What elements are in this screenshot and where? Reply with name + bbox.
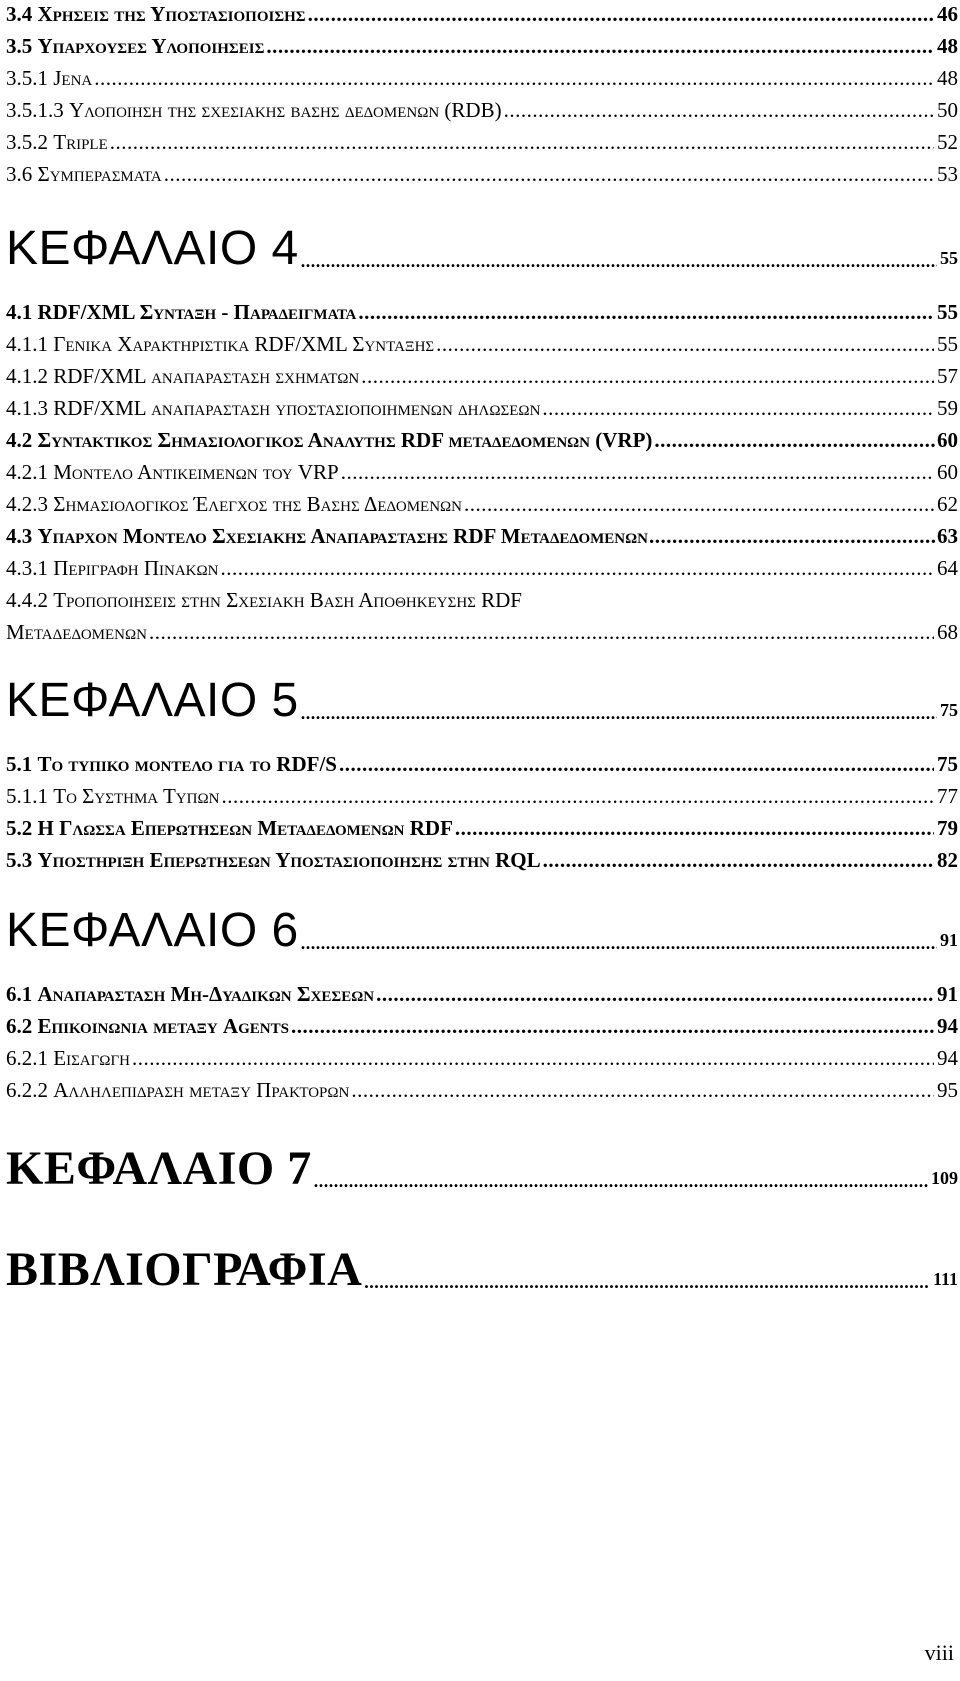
toc-entry-number: 4.4.2 <box>6 588 48 612</box>
toc-chapter[interactable] <box>6 1242 958 1297</box>
toc-entry-title: Επικοινωνια μεταξυ Agents <box>37 1014 289 1038</box>
toc-entry-number: 3.5 <box>6 34 33 58</box>
toc-entry-page: 91 <box>937 982 958 1006</box>
leader-dots <box>464 494 934 515</box>
toc-entry[interactable] <box>6 396 958 421</box>
toc-entry[interactable] <box>6 364 958 389</box>
toc-entry-page: 79 <box>937 816 958 840</box>
toc-chapter-page: 75 <box>940 700 958 720</box>
toc-entry-title: Η Γλωσσα Επερωτησεων Μεταδεδομενων RDF <box>37 816 453 840</box>
leader-dots <box>654 430 935 451</box>
toc-entry-continuation[interactable] <box>6 620 958 645</box>
toc-entry-number: 4.3.1 <box>6 556 48 580</box>
leader-dots <box>542 398 934 419</box>
leader-dots <box>291 1016 934 1037</box>
leader-dots <box>266 36 934 57</box>
toc-entry-number: 6.2.2 <box>6 1078 48 1102</box>
toc-entry-page: 68 <box>937 620 958 644</box>
toc-entry[interactable] <box>6 524 958 549</box>
toc-entry[interactable] <box>6 752 958 777</box>
toc-entry-number: 5.3 <box>6 848 33 872</box>
leader-dots <box>220 558 934 579</box>
toc-entry-page: 60 <box>937 428 958 452</box>
leader-dots <box>341 462 934 483</box>
toc-chapter-page: 111 <box>932 1269 958 1289</box>
leader-dots <box>455 818 934 839</box>
toc-entry[interactable] <box>6 300 958 325</box>
toc-entry-title: Συντακτικοσ Σημασιολογικοσ Αναλυτησ RDF μεταδεδομενων (VRP) <box>37 428 653 452</box>
toc-entry-title: RDF/XML αναπαρασταση σχηματων <box>53 364 360 388</box>
leader-dots <box>351 1080 934 1101</box>
leader-dots <box>149 622 934 643</box>
toc-entry-page: 60 <box>937 460 958 484</box>
toc-entry-page: 64 <box>937 556 958 580</box>
toc-entry[interactable] <box>6 848 958 873</box>
toc-entry-page: 77 <box>937 784 958 808</box>
toc-entry[interactable] <box>6 588 958 613</box>
leader-dots <box>649 526 936 547</box>
toc-entry-page: 55 <box>937 332 958 356</box>
toc-entry-number: 3.5.2 <box>6 130 48 154</box>
toc-entry-number: 4.2.1 <box>6 460 48 484</box>
toc-chapter[interactable] <box>6 673 958 728</box>
toc-entry[interactable] <box>6 130 958 155</box>
toc-entry-title: Μεταδεδομενων <box>6 620 147 644</box>
toc-chapter-page: 109 <box>931 1168 958 1188</box>
toc-entry[interactable] <box>6 816 958 841</box>
toc-entry-page: 95 <box>937 1078 958 1102</box>
toc-entry-page: 94 <box>937 1046 958 1070</box>
toc-chapter-title: ΒΙΒΛΙΟΓΡΑΦΙΑ <box>6 1243 363 1296</box>
toc-entry-title: Μοντελο Αντικειμενων του VRP <box>53 460 339 484</box>
toc-entry-title: Τροποποιησεισ στην Σχεσιακη Βαση Αποθηκευσησ RDF <box>53 588 522 612</box>
leader-dots <box>339 754 934 775</box>
toc-entry[interactable] <box>6 162 958 187</box>
toc-entry-title: Γενικα Χαρακτηριστικα RDF/XML Συνταξησ <box>53 332 435 356</box>
toc-entry-number: 4.1.2 <box>6 364 48 388</box>
toc-entry-title: Jena <box>53 66 93 90</box>
leader-dots <box>221 786 934 807</box>
leader-dots <box>314 1172 928 1190</box>
table-of-contents <box>6 0 958 1297</box>
toc-entry-title: Αλληλεπιδραση μεταξυ Πρακτορων <box>53 1078 350 1102</box>
toc-chapter[interactable] <box>6 221 958 276</box>
toc-entry-page: 55 <box>937 300 958 324</box>
toc-entry-number: 4.1.3 <box>6 396 48 420</box>
toc-entry[interactable] <box>6 556 958 581</box>
toc-entry[interactable] <box>6 428 958 453</box>
toc-chapter-page: 55 <box>940 248 958 268</box>
leader-dots <box>301 704 937 722</box>
toc-entry[interactable] <box>6 98 958 123</box>
toc-entry-page: 63 <box>937 524 958 548</box>
leader-dots <box>543 850 934 871</box>
toc-entry-number: 4.2 <box>6 428 33 452</box>
toc-entry-number: 5.1 <box>6 752 33 776</box>
toc-entry-page: 46 <box>937 2 958 26</box>
toc-entry-page: 82 <box>937 848 958 872</box>
toc-entry-title: Συμπερασματα <box>37 162 162 186</box>
page-number: viii <box>924 1640 954 1665</box>
leader-dots <box>376 984 934 1005</box>
toc-entry-page: 94 <box>937 1014 958 1038</box>
toc-entry[interactable] <box>6 1078 958 1103</box>
leader-dots <box>94 68 934 89</box>
toc-entry-number: 3.6 <box>6 162 33 186</box>
toc-entry-title: RDF/XML αναπαρασταση υποστασιοποιημενων δηλωσεων <box>53 396 541 420</box>
toc-entry-number: 3.5.1.3 <box>6 98 64 122</box>
toc-entry-number: 4.1.1 <box>6 332 48 356</box>
toc-chapter[interactable] <box>6 1141 958 1196</box>
toc-entry-title: Χρησεισ τησ Υποστασιοποισησ <box>37 2 306 26</box>
toc-entry[interactable] <box>6 34 958 59</box>
leader-dots <box>504 100 934 121</box>
toc-entry-title: Σημασιολογικοσ Έλεγχοσ τησ Βασησ Δεδομενων <box>53 492 463 516</box>
toc-entry[interactable] <box>6 460 958 485</box>
toc-entry[interactable] <box>6 66 958 91</box>
leader-dots <box>164 164 934 185</box>
toc-entry-page: 52 <box>937 130 958 154</box>
toc-entry-page: 48 <box>937 66 958 90</box>
toc-entry-page: 59 <box>937 396 958 420</box>
toc-entry-number: 5.2 <box>6 816 33 840</box>
toc-entry-title: Υπαρχουσεσ Υλοποιησεισ <box>37 34 265 58</box>
toc-entry-title: Υλοποιηση τησ σχεσιακησ βασησ δεδομενων (RDB) <box>69 98 502 122</box>
leader-dots <box>301 252 937 270</box>
leader-dots <box>364 1273 930 1291</box>
toc-entry[interactable] <box>6 2 958 27</box>
toc-entry-title: Υπαρχον Μοντελο Σχεσιακησ Αναπαραστασησ RDF Μεταδεδομενων <box>37 524 648 548</box>
toc-entry-number: 4.2.3 <box>6 492 48 516</box>
toc-entry[interactable] <box>6 492 958 517</box>
leader-dots <box>132 1048 934 1069</box>
toc-entry-title: Υποστηριξη Επερωτησεων Υποστασιοποιησησ στην RQL <box>37 848 541 872</box>
toc-entry-number: 6.1 <box>6 982 33 1006</box>
toc-entry-number: 4.1 <box>6 300 33 324</box>
toc-chapter[interactable] <box>6 903 958 958</box>
leader-dots <box>358 302 934 323</box>
leader-dots <box>436 334 934 355</box>
toc-entry[interactable] <box>6 1046 958 1071</box>
toc-entry[interactable] <box>6 332 958 357</box>
toc-chapter-title: ΚΕΦΑΛΑΙΟ 6 <box>6 904 299 957</box>
toc-entry[interactable] <box>6 784 958 809</box>
toc-entry-title: Triple <box>53 130 108 154</box>
toc-entry-title: Περιγραφη Πινακων <box>53 556 219 580</box>
toc-entry-page: 53 <box>937 162 958 186</box>
toc-entry-title: Το Συστημα Τυπων <box>53 784 220 808</box>
toc-entry-number: 6.2.1 <box>6 1046 48 1070</box>
toc-entry-number: 3.5.1 <box>6 66 48 90</box>
toc-entry[interactable] <box>6 1014 958 1039</box>
toc-chapter-title: ΚΕΦΑΛΑΙΟ 4 <box>6 222 299 275</box>
leader-dots <box>361 366 934 387</box>
toc-entry-title: Το τυπικο μοντελο για το RDF/S <box>37 752 337 776</box>
toc-entry-title: Αναπαρασταση Μη-Δυαδικων Σχεσεων <box>37 982 375 1006</box>
toc-entry-title: RDF/XML Συνταξη - Παραδειγματα <box>37 300 357 324</box>
toc-entry-number: 4.3 <box>6 524 33 548</box>
toc-entry-page: 48 <box>937 34 958 58</box>
toc-entry-title: Εισαγωγη <box>53 1046 130 1070</box>
leader-dots <box>308 4 934 25</box>
toc-entry-number: 6.2 <box>6 1014 33 1038</box>
toc-chapter-title: ΚΕΦΑΛΑΙΟ 7 <box>6 1142 312 1195</box>
toc-entry-number: 3.4 <box>6 2 33 26</box>
toc-entry-number: 5.1.1 <box>6 784 48 808</box>
leader-dots <box>110 132 934 153</box>
toc-entry[interactable] <box>6 982 958 1007</box>
toc-entry-page: 62 <box>937 492 958 516</box>
leader-dots <box>301 934 937 952</box>
toc-entry-page: 57 <box>937 364 958 388</box>
toc-chapter-page: 91 <box>940 930 958 950</box>
toc-chapter-title: ΚΕΦΑΛΑΙΟ 5 <box>6 674 299 727</box>
toc-entry-page: 75 <box>937 752 958 776</box>
toc-entry-page: 50 <box>937 98 958 122</box>
